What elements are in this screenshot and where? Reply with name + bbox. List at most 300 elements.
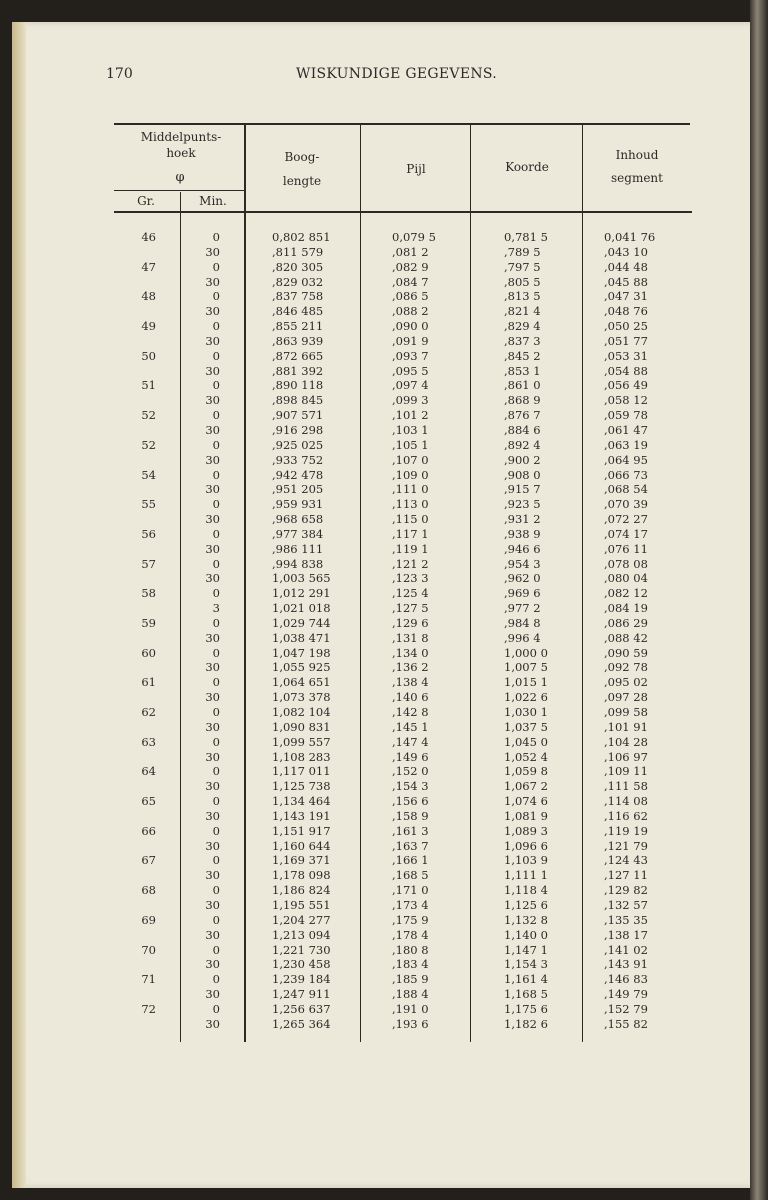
cell-gr: 62 (141, 705, 156, 719)
cell-pijl: ,171 0 (392, 883, 429, 898)
header-koorde: Koorde (505, 160, 549, 174)
cell-booglengte: ,863 939 (272, 333, 324, 348)
table-row (100, 868, 700, 883)
cell-gr: 69 (141, 912, 156, 927)
cell-inhoud: ,054 88 (604, 363, 648, 378)
cell-gr: 46 (141, 230, 156, 244)
cell-booglengte: 1,178 098 (272, 868, 331, 883)
table-row (100, 794, 700, 809)
table-row (100, 928, 700, 943)
cell-inhoud: ,111 58 (604, 779, 648, 794)
cell-koorde: ,931 2 (504, 512, 541, 527)
table-row (100, 705, 700, 720)
header-pijl: Pijl (406, 162, 426, 176)
cell-booglengte: 1,230 458 (272, 957, 331, 972)
cell-pijl: ,149 6 (392, 749, 429, 764)
table-row (100, 616, 700, 631)
table-row (100, 809, 700, 824)
cell-pijl: ,121 2 (392, 556, 429, 571)
cell-koorde: ,829 4 (504, 319, 541, 334)
cell-koorde: 1,161 4 (504, 972, 548, 987)
table-row (100, 571, 700, 586)
cell-min: 0 (212, 586, 220, 601)
cell-pijl: ,180 8 (392, 942, 429, 957)
cell-gr: 63 (141, 734, 156, 749)
cell-koorde: ,908 0 (504, 467, 541, 482)
cell-min: 0 (212, 705, 220, 719)
table-row (100, 675, 700, 690)
cell-min: 30 (205, 422, 220, 437)
cell-pijl: ,123 3 (392, 571, 429, 586)
cell-gr: 72 (141, 1001, 156, 1016)
cell-booglengte: 1,047 198 (272, 645, 331, 660)
cell-koorde: 1,147 1 (504, 942, 548, 957)
table-row (100, 393, 700, 408)
cell-booglengte: 1,204 277 (272, 912, 331, 927)
cell-min: 0 (212, 883, 220, 898)
cell-min: 30 (205, 690, 220, 705)
cell-min: 30 (205, 719, 220, 734)
cell-booglengte: 1,143 191 (272, 808, 331, 823)
cell-inhoud: ,119 19 (604, 823, 648, 838)
cell-inhoud: ,063 19 (604, 437, 648, 452)
table-row (100, 468, 700, 483)
cell-koorde: 1,182 6 (504, 1016, 548, 1031)
header-hoek: hoek (166, 146, 196, 160)
cell-gr: 51 (141, 378, 156, 393)
table-row (100, 1017, 700, 1032)
cell-gr: 67 (141, 853, 156, 868)
cell-pijl: ,091 9 (392, 333, 429, 348)
cell-inhoud: ,135 35 (604, 912, 648, 927)
cell-min: 0 (212, 437, 220, 452)
cell-gr: 48 (141, 289, 156, 304)
cell-inhoud: ,058 12 (604, 393, 648, 408)
cell-booglengte: 1,073 378 (272, 690, 331, 705)
cell-koorde: 1,168 5 (504, 987, 548, 1002)
cell-koorde: ,954 3 (504, 556, 541, 571)
cell-min: 0 (212, 348, 220, 363)
cell-pijl: ,140 6 (392, 690, 429, 705)
cell-pijl: ,183 4 (392, 957, 429, 972)
cell-booglengte: ,898 845 (272, 393, 324, 408)
cell-booglengte: 1,012 291 (272, 586, 331, 601)
cell-koorde: ,853 1 (504, 363, 541, 378)
table-row (100, 230, 700, 245)
cell-pijl: ,129 6 (392, 615, 429, 630)
table-row (100, 289, 700, 304)
cell-koorde: 1,000 0 (504, 645, 548, 660)
cell-inhoud: ,082 12 (604, 586, 648, 601)
cell-min: 30 (205, 957, 220, 972)
cell-pijl: ,168 5 (392, 868, 429, 883)
cell-min: 0 (212, 289, 220, 304)
cell-koorde: ,996 4 (504, 630, 541, 645)
cell-pijl: ,175 9 (392, 912, 429, 927)
cell-min: 0 (212, 1001, 220, 1016)
cell-gr: 65 (141, 794, 156, 809)
cell-inhoud: ,070 39 (604, 497, 648, 512)
cell-min: 30 (205, 244, 220, 259)
cell-pijl: ,131 8 (392, 630, 429, 645)
cell-min: 30 (205, 541, 220, 556)
cell-pijl: ,125 4 (392, 586, 429, 601)
cell-koorde: 1,089 3 (504, 823, 548, 838)
cell-min: 30 (205, 808, 220, 823)
header-inhoud-2: segment (611, 171, 663, 185)
cell-koorde: ,876 7 (504, 408, 541, 423)
cell-booglengte: ,959 931 (272, 497, 324, 512)
cell-min: 30 (205, 274, 220, 289)
cell-koorde: 0,781 5 (504, 230, 548, 244)
table-row (100, 660, 700, 675)
running-head: WISKUNDIGE GEGEVENS. (296, 66, 498, 82)
cell-koorde: 1,022 6 (504, 690, 548, 705)
cell-pijl: ,082 9 (392, 259, 429, 274)
cell-pijl: ,103 1 (392, 422, 429, 437)
cell-koorde: 1,007 5 (504, 660, 548, 675)
cell-koorde: 1,118 4 (504, 883, 548, 898)
cell-booglengte: 1,186 824 (272, 883, 331, 898)
cell-gr: 66 (141, 823, 156, 838)
cell-inhoud: ,048 76 (604, 304, 648, 319)
cell-inhoud: ,050 25 (604, 319, 648, 334)
table-row (100, 601, 700, 616)
cell-booglengte: 1,064 651 (272, 675, 331, 690)
cell-min: 30 (205, 482, 220, 497)
cell-booglengte: ,846 485 (272, 304, 324, 319)
cell-pijl: ,166 1 (392, 853, 429, 868)
cell-min: 0 (212, 615, 220, 630)
table-row (100, 824, 700, 839)
header-inhoud-1: Inhoud (615, 148, 659, 162)
cell-gr: 61 (141, 675, 156, 690)
cell-booglengte: ,942 478 (272, 467, 324, 482)
cell-pijl: ,090 0 (392, 319, 429, 334)
cell-booglengte: 1,160 644 (272, 838, 331, 853)
cell-min: 0 (212, 972, 220, 987)
cell-min: 3 (212, 601, 220, 616)
cell-pijl: ,084 7 (392, 274, 429, 289)
cell-koorde: ,789 5 (504, 244, 541, 259)
cell-pijl: 0,079 5 (392, 230, 436, 244)
cell-booglengte: 1,099 557 (272, 734, 331, 749)
cell-inhoud: ,047 31 (604, 289, 648, 304)
cell-inhoud: ,051 77 (604, 333, 648, 348)
cell-booglengte: ,933 752 (272, 452, 324, 467)
cell-min: 0 (212, 497, 220, 512)
table-row (100, 453, 700, 468)
cell-koorde: ,845 2 (504, 348, 541, 363)
cell-pijl: ,101 2 (392, 408, 429, 423)
table-row (100, 245, 700, 260)
table-row (100, 913, 700, 928)
cell-booglengte: 1,117 011 (272, 764, 331, 779)
cell-inhoud: ,121 79 (604, 838, 648, 853)
cell-booglengte: 1,108 283 (272, 749, 331, 764)
cell-min: 0 (212, 912, 220, 927)
cell-pijl: ,134 0 (392, 645, 429, 660)
cell-min: 30 (205, 749, 220, 764)
cell-pijl: ,136 2 (392, 660, 429, 675)
cell-koorde: ,938 9 (504, 526, 541, 541)
cell-inhoud: ,141 02 (604, 942, 648, 957)
cell-koorde: ,969 6 (504, 586, 541, 601)
cell-min: 30 (205, 927, 220, 942)
cell-gr: 47 (141, 259, 156, 274)
cell-booglengte: ,837 758 (272, 289, 324, 304)
cell-koorde: ,892 4 (504, 437, 541, 452)
table-row (100, 646, 700, 661)
cell-pijl: ,156 6 (392, 794, 429, 809)
cell-min: 30 (205, 452, 220, 467)
cell-inhoud: ,101 91 (604, 719, 648, 734)
cell-koorde: ,821 4 (504, 304, 541, 319)
cell-gr: 52 (141, 408, 156, 423)
cell-pijl: ,191 0 (392, 1001, 429, 1016)
cell-inhoud: ,059 78 (604, 408, 648, 423)
cell-pijl: ,107 0 (392, 452, 429, 467)
cell-booglengte: 1,055 925 (272, 660, 331, 675)
cell-booglengte: 1,265 364 (272, 1016, 331, 1031)
cell-inhoud: ,104 28 (604, 734, 648, 749)
cell-pijl: ,193 6 (392, 1016, 429, 1031)
cell-koorde: ,946 6 (504, 541, 541, 556)
cell-pijl: ,185 9 (392, 972, 429, 987)
cell-min: 0 (212, 408, 220, 423)
cell-booglengte: 1,151 917 (272, 823, 331, 838)
table-row (100, 720, 700, 735)
cell-booglengte: ,968 658 (272, 512, 324, 527)
cell-pijl: ,086 5 (392, 289, 429, 304)
cell-inhoud: ,095 02 (604, 675, 648, 690)
cell-min: 0 (212, 645, 220, 660)
cell-booglengte: 1,134 464 (272, 794, 331, 809)
table-row (100, 631, 700, 646)
header-booglengte-2: lengte (282, 174, 322, 188)
cell-min: 30 (205, 838, 220, 853)
cell-koorde: ,861 0 (504, 378, 541, 393)
cell-min: 0 (212, 230, 220, 244)
table-row (100, 512, 700, 527)
cell-inhoud: ,074 17 (604, 526, 648, 541)
cell-pijl: ,178 4 (392, 927, 429, 942)
cell-booglengte: ,820 305 (272, 259, 324, 274)
cell-inhoud: ,078 08 (604, 556, 648, 571)
cell-booglengte: ,872 665 (272, 348, 324, 363)
page-number: 170 (106, 66, 133, 82)
cell-booglengte: 1,029 744 (272, 615, 331, 630)
cell-booglengte: 1,125 738 (272, 779, 331, 794)
cell-inhoud: ,149 79 (604, 987, 648, 1002)
cell-koorde: ,977 2 (504, 601, 541, 616)
cell-booglengte: 1,213 094 (272, 927, 331, 942)
cell-pijl: ,119 1 (392, 541, 429, 556)
table-row (100, 898, 700, 913)
table-row (100, 497, 700, 512)
cell-pijl: ,081 2 (392, 244, 429, 259)
cell-min: 0 (212, 319, 220, 334)
table-row (100, 839, 700, 854)
cell-inhoud: ,109 11 (604, 764, 648, 779)
header-bottom-rule (114, 211, 692, 213)
table-row (100, 764, 700, 779)
cell-booglengte: ,855 211 (272, 319, 324, 334)
cell-inhoud: ,088 42 (604, 630, 648, 645)
cell-pijl: ,161 3 (392, 823, 429, 838)
cell-inhoud: ,056 49 (604, 378, 648, 393)
cell-koorde: ,797 5 (504, 259, 541, 274)
cell-min: 30 (205, 630, 220, 645)
table-row (100, 750, 700, 765)
cell-koorde: ,884 6 (504, 422, 541, 437)
cell-inhoud: ,043 10 (604, 244, 648, 259)
cell-gr: 50 (141, 348, 156, 363)
cell-min: 30 (205, 987, 220, 1002)
cell-inhoud: ,090 59 (604, 645, 648, 660)
table-row (100, 943, 700, 958)
cell-gr: 54 (141, 467, 156, 482)
cell-booglengte: 1,239 184 (272, 972, 331, 987)
cell-inhoud: ,106 97 (604, 749, 648, 764)
cell-pijl: ,088 2 (392, 304, 429, 319)
table-row (100, 735, 700, 750)
cell-pijl: ,147 4 (392, 734, 429, 749)
cell-min: 0 (212, 942, 220, 957)
cell-inhoud: ,116 62 (604, 808, 648, 823)
cell-koorde: ,900 2 (504, 452, 541, 467)
cell-booglengte: ,907 571 (272, 408, 324, 423)
cell-inhoud: ,129 82 (604, 883, 648, 898)
page-spine-shadow (12, 22, 26, 1188)
cell-inhoud: ,072 27 (604, 512, 648, 527)
cell-koorde: 1,059 8 (504, 764, 548, 779)
cell-koorde: 1,140 0 (504, 927, 548, 942)
cell-inhoud: ,080 04 (604, 571, 648, 586)
cell-min: 30 (205, 363, 220, 378)
cell-min: 30 (205, 660, 220, 675)
header-gr: Gr. (137, 194, 155, 208)
cell-booglengte: ,986 111 (272, 541, 324, 556)
cell-min: 0 (212, 734, 220, 749)
table-row (100, 557, 700, 572)
cell-min: 30 (205, 333, 220, 348)
cell-gr: 49 (141, 319, 156, 334)
cell-pijl: ,138 4 (392, 675, 429, 690)
cell-min: 0 (212, 556, 220, 571)
cell-pijl: ,115 0 (392, 512, 429, 527)
cell-min: 30 (205, 393, 220, 408)
cell-gr: 68 (141, 883, 156, 898)
cell-min: 30 (205, 1016, 220, 1031)
cell-inhoud: ,092 78 (604, 660, 648, 675)
cell-booglengte: 1,195 551 (272, 897, 331, 912)
cell-pijl: ,163 7 (392, 838, 429, 853)
cell-pijl: ,095 5 (392, 363, 429, 378)
cell-koorde: 1,074 6 (504, 794, 548, 809)
cell-booglengte: 0,802 851 (272, 230, 331, 244)
cell-gr: 52 (141, 437, 156, 452)
cell-koorde: 1,052 4 (504, 749, 548, 764)
cell-koorde: ,868 9 (504, 393, 541, 408)
cell-gr: 58 (141, 586, 156, 601)
cell-inhoud: ,152 79 (604, 1001, 648, 1016)
table-row (100, 972, 700, 987)
cell-min: 30 (205, 304, 220, 319)
cell-gr: 57 (141, 556, 156, 571)
cell-koorde: 1,154 3 (504, 957, 548, 972)
cell-pijl: ,173 4 (392, 897, 429, 912)
table-row (100, 527, 700, 542)
table-row (100, 542, 700, 557)
table-row (100, 987, 700, 1002)
cell-min: 0 (212, 467, 220, 482)
cell-min: 0 (212, 794, 220, 809)
cell-koorde: 1,175 6 (504, 1001, 548, 1016)
table-row (100, 408, 700, 423)
cell-inhoud: ,086 29 (604, 615, 648, 630)
cell-min: 0 (212, 675, 220, 690)
cell-inhoud: ,138 17 (604, 927, 648, 942)
cell-booglengte: ,881 392 (272, 363, 324, 378)
cell-inhoud: ,114 08 (604, 794, 648, 809)
subheader-rule (114, 190, 246, 191)
cell-inhoud: ,143 91 (604, 957, 648, 972)
cell-koorde: 1,132 8 (504, 912, 548, 927)
cell-koorde: ,923 5 (504, 497, 541, 512)
cell-min: 30 (205, 571, 220, 586)
cell-pijl: ,109 0 (392, 467, 429, 482)
cell-inhoud: ,127 11 (604, 868, 648, 883)
cell-gr: 70 (141, 942, 156, 957)
cell-koorde: ,962 0 (504, 571, 541, 586)
table-row (100, 304, 700, 319)
table-row (100, 378, 700, 393)
cell-inhoud: ,099 58 (604, 705, 648, 719)
cell-inhoud: ,124 43 (604, 853, 648, 868)
cell-booglengte: ,811 579 (272, 244, 324, 259)
cell-booglengte: 1,003 565 (272, 571, 331, 586)
cell-booglengte: ,829 032 (272, 274, 324, 289)
cell-inhoud: ,068 54 (604, 482, 648, 497)
table-row (100, 349, 700, 364)
cell-pijl: ,142 8 (392, 705, 429, 719)
cell-inhoud: ,061 47 (604, 422, 648, 437)
cell-pijl: ,093 7 (392, 348, 429, 363)
table-row (100, 1002, 700, 1017)
table-row (100, 334, 700, 349)
cell-gr: 64 (141, 764, 156, 779)
table-body (100, 230, 700, 1032)
table-row (100, 438, 700, 453)
cell-koorde: ,813 5 (504, 289, 541, 304)
cell-pijl: ,152 0 (392, 764, 429, 779)
cell-koorde: ,837 3 (504, 333, 541, 348)
table-row (100, 779, 700, 794)
cell-koorde: ,984 8 (504, 615, 541, 630)
table-row (100, 482, 700, 497)
header-min: Min. (199, 194, 227, 208)
cell-koorde: 1,045 0 (504, 734, 548, 749)
cell-koorde: 1,111 1 (504, 868, 548, 883)
cell-booglengte: ,994 838 (272, 556, 324, 571)
cell-inhoud: ,045 88 (604, 274, 648, 289)
cell-gr: 60 (141, 645, 156, 660)
cell-booglengte: 1,221 730 (272, 942, 331, 957)
cell-pijl: ,127 5 (392, 601, 429, 616)
table-top-rule (114, 123, 690, 125)
header-middelpunt: Middelpunts- (140, 130, 222, 144)
